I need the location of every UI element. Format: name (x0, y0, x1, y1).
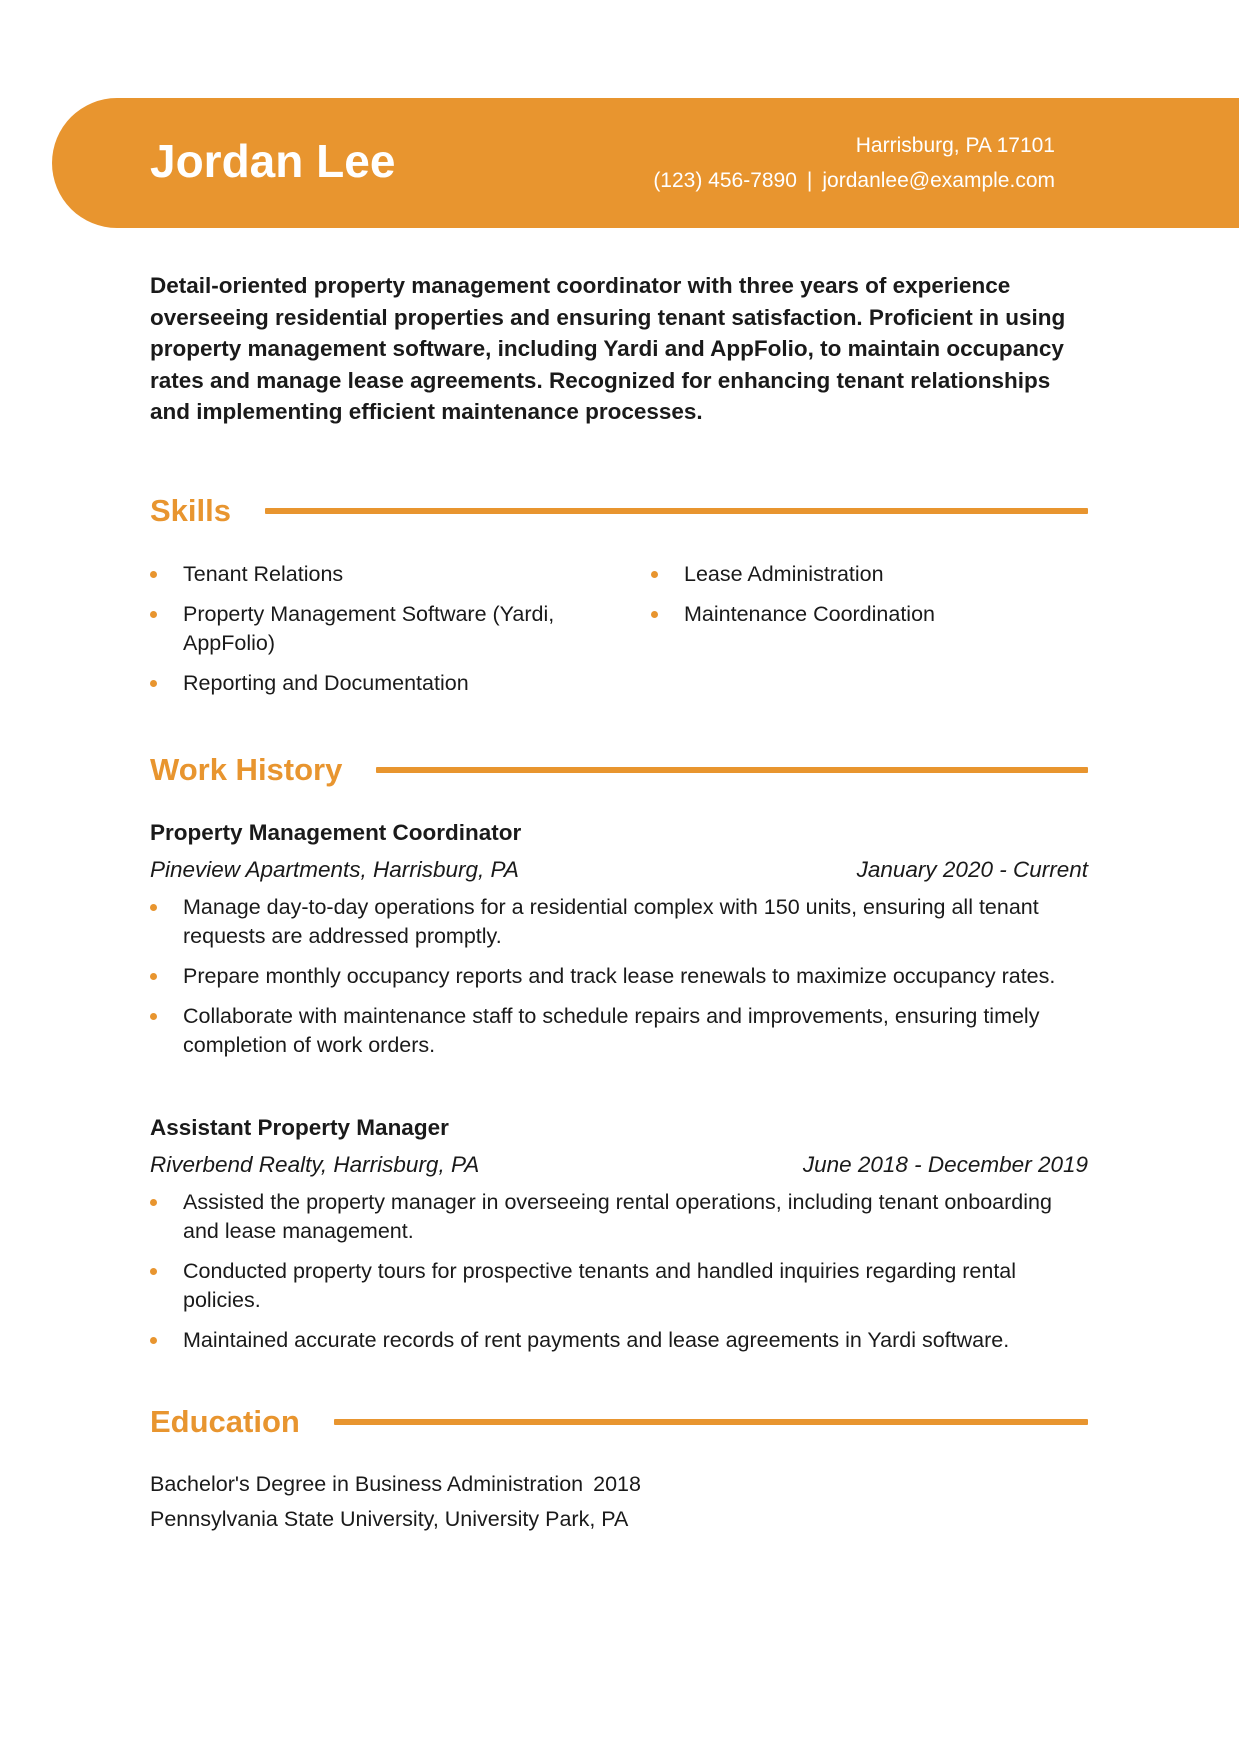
bullet-icon (150, 1013, 157, 1020)
job-bullets (150, 893, 1088, 1060)
contact-separator: | (806, 169, 813, 192)
work-divider (376, 767, 1088, 773)
candidate-name: Jordan Lee (150, 135, 396, 187)
skill-item: Property Management Software (Yardi, AppFolio) (150, 600, 610, 658)
bullet-icon (651, 571, 658, 578)
skill-item: Reporting and Documentation (150, 669, 610, 698)
skill-item: Tenant Relations (150, 560, 610, 589)
work-title: Work History (150, 752, 343, 787)
work-section-header (150, 750, 1088, 790)
job-bullet: Assisted the property manager in overseeing rental operations, including tenant onboarding and lease management. (150, 1188, 1088, 1246)
skills-list-left (150, 560, 610, 709)
contact-info (653, 128, 1055, 198)
phone: (123) 456-7890 (653, 169, 797, 192)
job-bullet: Maintained accurate records of rent payments and lease agreements in Yardi software. (150, 1326, 1088, 1355)
bullet-icon (150, 680, 157, 687)
job-title: Assistant Property Manager (150, 1115, 449, 1140)
education-year: 2018 (593, 1472, 641, 1496)
job-meta (150, 855, 1088, 885)
job-meta (150, 1150, 1088, 1180)
job-title: Property Management Coordinator (150, 820, 522, 845)
job-entry (150, 818, 1088, 1071)
job-company: Pineview Apartments, Harrisburg, PA (150, 857, 519, 882)
skill-item: Lease Administration (651, 560, 1071, 589)
education-divider (334, 1419, 1088, 1425)
education-degree-line (150, 1467, 641, 1502)
skills-title: Skills (150, 493, 231, 528)
job-dates: June 2018 - December 2019 (802, 1152, 1088, 1177)
job-entry (150, 1113, 1088, 1366)
skills-list-right (651, 560, 1071, 640)
bullet-icon (150, 1268, 157, 1275)
address: Harrisburg, PA 17101 (855, 134, 1055, 157)
bullet-icon (150, 973, 157, 980)
skill-item: Maintenance Coordination (651, 600, 1071, 629)
education-school: Pennsylvania State University, University Park, PA (150, 1507, 629, 1531)
education-degree: Bachelor's Degree in Business Administration (150, 1472, 584, 1496)
job-dates: January 2020 - Current (856, 857, 1088, 882)
education-title: Education (150, 1404, 300, 1439)
job-bullet: Conducted property tours for prospective tenants and handled inquiries regarding rental policies. (150, 1257, 1088, 1315)
job-company: Riverbend Realty, Harrisburg, PA (150, 1152, 480, 1177)
job-bullet: Collaborate with maintenance staff to schedule repairs and improvements, ensuring timely completion of work orders. (150, 1002, 1088, 1060)
job-bullet: Manage day-to-day operations for a residential complex with 150 units, ensuring all tenant requests are addressed promptly. (150, 893, 1088, 951)
job-bullets (150, 1188, 1088, 1355)
bullet-icon (150, 1337, 157, 1344)
summary: Detail-oriented property management coordinator with three years of experience overseeing residential properties and ensuring tenant satisfaction. Proficient in using property management software, including Yardi and AppFolio, to maintain occupancy rates and manage lease agreements. Recognized for enhancing tenant relationships and implementing efficient maintenance processes. (150, 273, 1066, 424)
bullet-icon (150, 904, 157, 911)
bullet-icon (651, 611, 658, 618)
skills-section-header (150, 491, 1088, 531)
education-section-header (150, 1402, 1088, 1442)
email: jordanlee@example.com (822, 169, 1055, 192)
job-bullet: Prepare monthly occupancy reports and track lease renewals to maximize occupancy rates. (150, 962, 1088, 991)
bullet-icon (150, 611, 157, 618)
bullet-icon (150, 571, 157, 578)
education-entry (150, 1467, 641, 1537)
skills-divider (265, 508, 1088, 514)
bullet-icon (150, 1199, 157, 1206)
contact-line (653, 163, 1055, 198)
